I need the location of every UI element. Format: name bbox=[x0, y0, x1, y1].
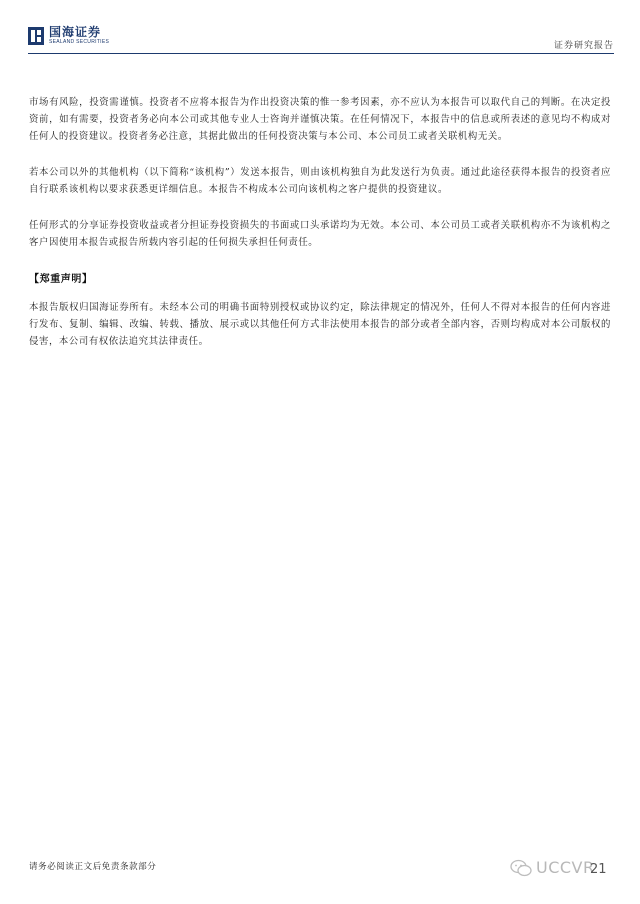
risk-paragraph: 市场有风险，投资需谨慎。投资者不应将本报告为作出投资决策的惟一参考因素，亦不应认为本报告可以取代自己的判断。在决定投资前，如有需要，投资者务必向本公司或其他专业人士咨询并谨慎决策。在任何情况下，本报告中的信息或所表述的意见均不构成对任何人的投资建议。投资者务必注意，其据此做出的任何投资决策与本公司、本公司员工或者关联机构无关。 bbox=[29, 97, 611, 142]
third-party-paragraph: 若本公司以外的其他机构（以下简称“该机构”）发送本报告，则由该机构独自为此发送行为负责。通过此途径获得本报告的投资者应自行联系该机构以要求获悉更详细信息。本报告不构成本公司向该机构之客户提供的投资建议。 bbox=[29, 167, 611, 195]
watermark-text: UCCVR bbox=[536, 858, 595, 877]
page-number: 21 bbox=[590, 862, 607, 877]
sealand-logo-icon bbox=[28, 27, 44, 45]
watermark bbox=[510, 858, 595, 877]
copyright-paragraph: 本报告版权归国海证券所有。未经本公司的明确书面特别授权或协议约定，除法律规定的情况外，任何人不得对本报告的任何内容进行发布、复制、编辑、改编、转载、播放、展示或以其他任何方式非法使用本报告的部分或者全部内容，否则均构成对本公司版权的侵害，本公司有权依法追究其法律责任。 bbox=[29, 302, 611, 347]
header-divider bbox=[28, 53, 614, 54]
profit-sharing-paragraph: 任何形式的分享证券投资收益或者分担证券投资损失的书面或口头承诺均为无效。本公司、本公司员工或者关联机构亦不为该机构之客户因使用本报告或报告所载内容引起的任何损失承担任何责任。 bbox=[29, 220, 611, 248]
logo-english-name: SEALAND SECURITIES bbox=[49, 39, 110, 45]
footer-disclaimer-note: 请务必阅读正文后免责条款部分 bbox=[29, 862, 157, 872]
report-type-label: 证券研究报告 bbox=[553, 41, 614, 51]
company-logo bbox=[28, 26, 109, 45]
section-title-declaration: 【郑重声明】 bbox=[29, 274, 93, 285]
disclaimer-body bbox=[29, 94, 611, 369]
page-header bbox=[28, 26, 614, 52]
logo-chinese-name: 国海证券 bbox=[49, 25, 102, 39]
wechat-icon bbox=[510, 859, 532, 877]
